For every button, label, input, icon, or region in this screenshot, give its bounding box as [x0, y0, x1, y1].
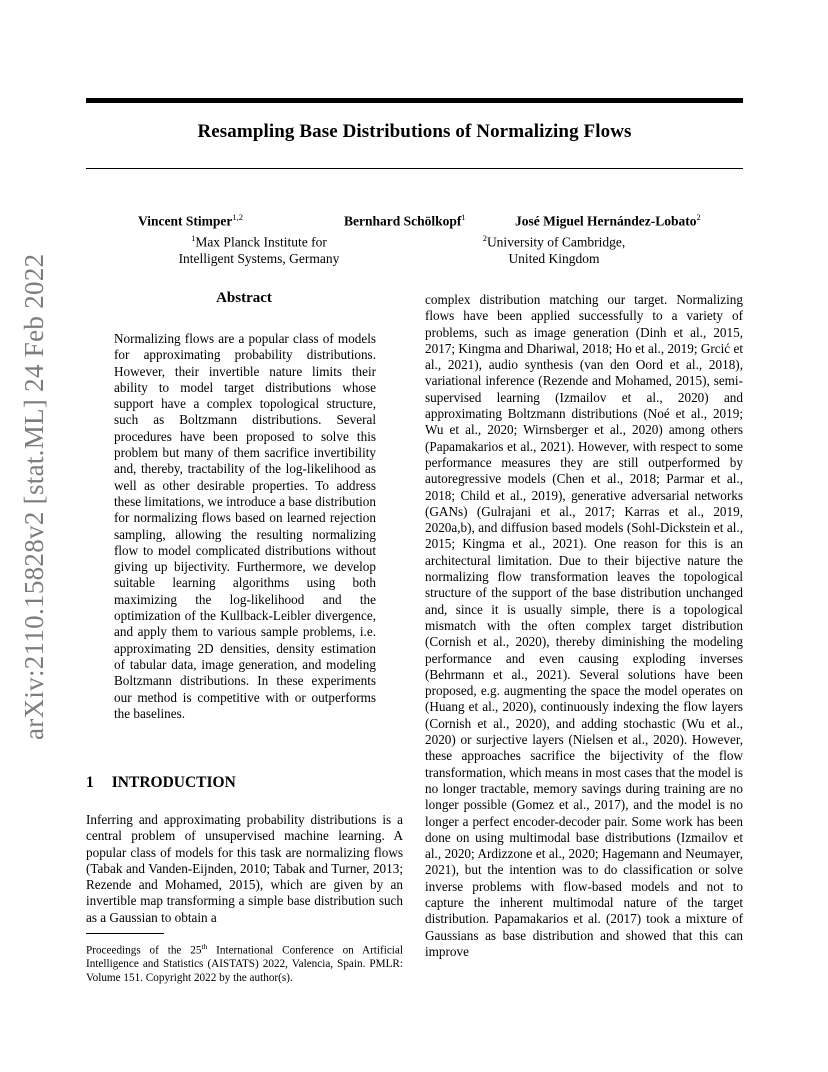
introduction-right-column: complex distribution matching our target. Normalizing flows have been applied successfully to a variety of problems, such as image generation (Dinh et al., 2015, 2017; Kingma and Dhariwal, 2018; Ho et al., 2019; Grcić et al., 2021), audio synthesis (van den Oord et al., 2018), variational inference (Rezende and Mohamed, 2015), semi-supervised learning (Izmailov et al., 2020) and approximating Boltzmann distributions (Noé et al., 2019; Wu et al., 2020; Wirnsberger et al., 2020) among others (Papamakarios et al., 2021). However, with respect to some performance measures they are still outperformed by autoregressive models (Chen et al., 2018; Parmar et al., 2018; Child et al., 2019), generative adversarial networks (GANs) (Gulrajani et al., 2017; Karras et al., 2019, 2020a,b), and diffusion based models (Sohl-Dickstein et al., 2015; Kingma et al., 2021). One reason for this is an architectural limitation. Due to their bijective nature the normalizing flow transformation leaves the topological structure of the support of the base distribution unchanged and, since it is usually simple, there is a topological mismatch with the often complex target distribution (Cornish et al., 2020), thereby diminishing the modeling performance and even causing exploding inverses (Behrmann et al., 2021). Several solutions have been proposed, e.g. augmenting the space the model operates on (Huang et al., 2020), continuously indexing the flow layers (Cornish et al., 2020), and adding stochastic (Wu et al., 2020) or surjective layers (Nielsen et al., 2020). However, these approaches sacrifice the bijectivity of the flow transformation, which means in most cases that the model is no longer tractable, memory savings during training are no longer possible (Gomez et al., 2017), and the model is no longer a perfect encoder-decoder pair. Some work has been done on using multimodal base distributions (Izmailov et al., 2020; Ardizzone et al., 2020; Hagemann and Neumayer, 2021), but the intention was to do classification or solve inverse problems with flow-based models and not to capture the inherent multimodal nature of the target distribution. Papamakarios et al. (2017) took a mixture of Gaussians as base distribution and showed that this can improve: [425, 292, 743, 959]
introduction-left-column: Inferring and approximating probability distributions is a central problem of unsupervised machine learning. A popular class of models for this task are normalizing flows (Tabak and Vanden-Eijnden, 2010; Tabak and Turner, 2013; Rezende and Mohamed, 2015), which are given by an invertible map transforming a simple base distribution such as a Gaussian to obtain a: [86, 812, 403, 925]
footnote-superscript: th: [201, 942, 208, 951]
affiliation-line: [170, 230, 348, 251]
author-mark: 2: [696, 212, 701, 222]
footnote: [86, 940, 403, 986]
abstract-body: Normalizing flows are a popular class of models for approximating probability distributions. However, their invertible nature limits their ability to model target distributions whose support have a complex topological structure, such as Boltzmann distributions. Several procedures have been proposed to solve this problem but many of them sacrifice invertibility and, thereby, tractability of the log-likelihood as well as other desirable properties. To address these limitations, we introduce a base distribution for normalizing flows based on learned rejection sampling, allowing the resulting normalizing flow to model complicated distributions without giving up bijectivity. Furthermore, we develop suitable learning algorithms using both maximizing the log-likelihood and the optimization of the Kullback-Leibler divergence, and apply them to various sample problems, i.e. approximating 2D densities, density estimation of tabular data, image generation, and modeling Boltzmann distributions. In these experiments our method is competitive with or outperforms the baselines.: [114, 331, 376, 721]
affiliation-2: [470, 230, 638, 268]
title-top-rule: [86, 98, 743, 103]
footnote-text: International Conference on Artificial Intelligence and Statistics (AISTATS) 2022, Valencia, Spain. PMLR: Volume 151. Copyright 2022 by the author(s).: [86, 944, 403, 984]
affiliation-line: Intelligent Systems, Germany: [178, 251, 340, 266]
affiliation-name: Max Planck Institute for: [195, 234, 327, 250]
author-3: [515, 212, 701, 230]
author-name: Vincent Stimper: [138, 213, 233, 229]
section-heading: [86, 774, 236, 792]
affiliation-name: University of Cambridge,: [486, 234, 626, 250]
author-mark: 1,2: [232, 212, 243, 222]
author-name: José Miguel Hernández-Lobato: [515, 213, 697, 229]
affiliation-mark: 1: [191, 233, 196, 243]
author-2: [344, 212, 466, 230]
affiliation-line: [470, 230, 638, 251]
affiliation-mark: 2: [482, 233, 487, 243]
author-1: [138, 212, 243, 230]
paper-title: Resampling Base Distributions of Normalizing Flows: [197, 121, 632, 142]
affiliation-line: United Kingdom: [508, 251, 600, 266]
affiliation-1: [170, 230, 348, 268]
title-bottom-rule: [86, 168, 743, 169]
arxiv-identifier[interactable]: arXiv:2110.15828v2 [stat.ML] 24 Feb 2022: [19, 253, 49, 740]
abstract-heading: Abstract: [216, 290, 272, 306]
section-number: 1: [86, 774, 94, 791]
author-mark: 1: [461, 212, 466, 222]
footnote-text: Proceedings of the 25: [86, 944, 202, 957]
author-name: Bernhard Schölkopf: [344, 213, 462, 229]
footnote-rule: [86, 933, 164, 934]
section-title: INTRODUCTION: [111, 774, 236, 791]
